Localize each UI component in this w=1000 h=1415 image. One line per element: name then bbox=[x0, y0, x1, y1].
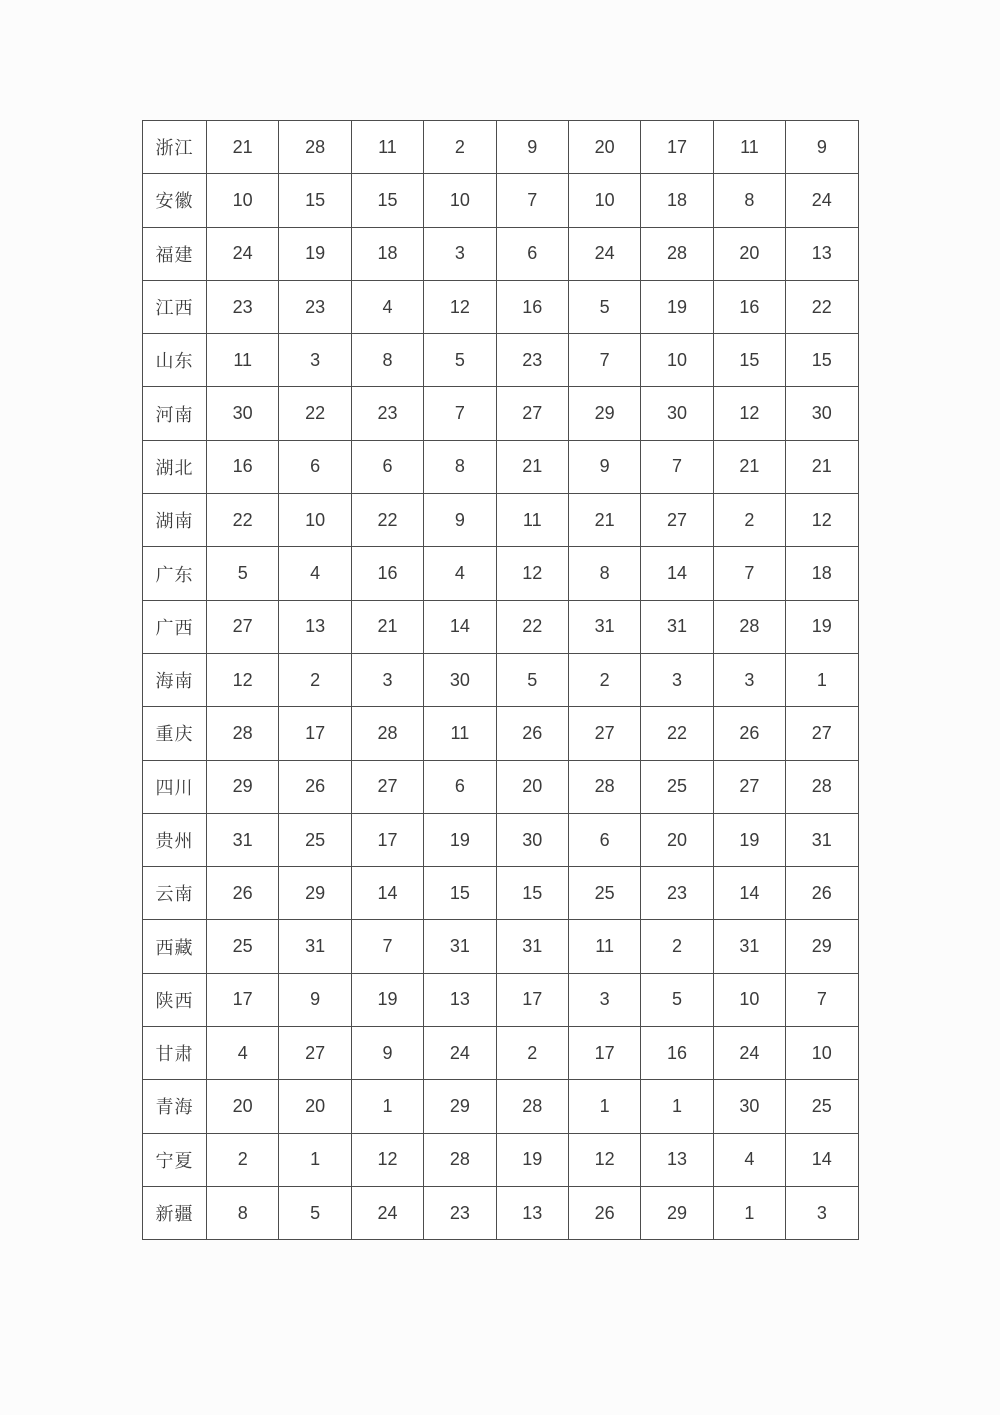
province-name-cell: 甘肃 bbox=[143, 1027, 207, 1080]
value-cell: 29 bbox=[786, 920, 858, 973]
value-cell: 10 bbox=[641, 334, 713, 387]
value-cell: 12 bbox=[568, 1133, 640, 1186]
value-cell: 16 bbox=[496, 280, 568, 333]
table-row bbox=[143, 867, 859, 920]
province-name-cell: 海南 bbox=[143, 653, 207, 706]
value-cell: 23 bbox=[207, 280, 279, 333]
value-cell: 19 bbox=[351, 973, 423, 1026]
value-cell: 5 bbox=[424, 334, 496, 387]
province-name-cell: 湖北 bbox=[143, 440, 207, 493]
value-cell: 13 bbox=[496, 1186, 568, 1239]
value-cell: 10 bbox=[207, 174, 279, 227]
value-cell: 8 bbox=[351, 334, 423, 387]
value-cell: 17 bbox=[351, 813, 423, 866]
table-row bbox=[143, 547, 859, 600]
province-name-cell: 陕西 bbox=[143, 973, 207, 1026]
value-cell: 9 bbox=[424, 494, 496, 547]
value-cell: 25 bbox=[568, 867, 640, 920]
table-row bbox=[143, 334, 859, 387]
value-cell: 28 bbox=[496, 1080, 568, 1133]
value-cell: 4 bbox=[351, 280, 423, 333]
value-cell: 30 bbox=[424, 653, 496, 706]
province-name-cell: 广西 bbox=[143, 600, 207, 653]
value-cell: 11 bbox=[496, 494, 568, 547]
value-cell: 28 bbox=[786, 760, 858, 813]
table-row bbox=[143, 1027, 859, 1080]
value-cell: 28 bbox=[641, 227, 713, 280]
value-cell: 21 bbox=[786, 440, 858, 493]
value-cell: 23 bbox=[641, 867, 713, 920]
value-cell: 19 bbox=[713, 813, 785, 866]
value-cell: 28 bbox=[207, 707, 279, 760]
value-cell: 2 bbox=[641, 920, 713, 973]
value-cell: 25 bbox=[207, 920, 279, 973]
value-cell: 24 bbox=[786, 174, 858, 227]
value-cell: 23 bbox=[424, 1186, 496, 1239]
value-cell: 21 bbox=[496, 440, 568, 493]
value-cell: 25 bbox=[786, 1080, 858, 1133]
table-row bbox=[143, 494, 859, 547]
value-cell: 1 bbox=[641, 1080, 713, 1133]
value-cell: 26 bbox=[496, 707, 568, 760]
province-table-container bbox=[142, 120, 859, 1240]
province-name-cell: 浙江 bbox=[143, 121, 207, 174]
value-cell: 22 bbox=[351, 494, 423, 547]
table-row bbox=[143, 813, 859, 866]
province-name-cell: 四川 bbox=[143, 760, 207, 813]
value-cell: 2 bbox=[424, 121, 496, 174]
value-cell: 25 bbox=[279, 813, 351, 866]
value-cell: 31 bbox=[424, 920, 496, 973]
value-cell: 2 bbox=[568, 653, 640, 706]
province-name-cell: 湖南 bbox=[143, 494, 207, 547]
value-cell: 31 bbox=[207, 813, 279, 866]
value-cell: 10 bbox=[568, 174, 640, 227]
value-cell: 31 bbox=[568, 600, 640, 653]
value-cell: 6 bbox=[279, 440, 351, 493]
value-cell: 24 bbox=[568, 227, 640, 280]
value-cell: 30 bbox=[786, 387, 858, 440]
table-row bbox=[143, 920, 859, 973]
value-cell: 5 bbox=[568, 280, 640, 333]
province-name-cell: 安徽 bbox=[143, 174, 207, 227]
value-cell: 12 bbox=[424, 280, 496, 333]
value-cell: 23 bbox=[279, 280, 351, 333]
value-cell: 13 bbox=[786, 227, 858, 280]
value-cell: 3 bbox=[351, 653, 423, 706]
value-cell: 15 bbox=[496, 867, 568, 920]
province-name-cell: 江西 bbox=[143, 280, 207, 333]
value-cell: 19 bbox=[496, 1133, 568, 1186]
value-cell: 19 bbox=[786, 600, 858, 653]
value-cell: 24 bbox=[424, 1027, 496, 1080]
value-cell: 9 bbox=[568, 440, 640, 493]
value-cell: 20 bbox=[568, 121, 640, 174]
value-cell: 10 bbox=[279, 494, 351, 547]
value-cell: 3 bbox=[568, 973, 640, 1026]
value-cell: 22 bbox=[786, 280, 858, 333]
table-body bbox=[143, 121, 859, 1240]
value-cell: 1 bbox=[568, 1080, 640, 1133]
table-row bbox=[143, 760, 859, 813]
value-cell: 6 bbox=[424, 760, 496, 813]
value-cell: 29 bbox=[279, 867, 351, 920]
table-row bbox=[143, 707, 859, 760]
province-name-cell: 西藏 bbox=[143, 920, 207, 973]
value-cell: 30 bbox=[207, 387, 279, 440]
value-cell: 20 bbox=[496, 760, 568, 813]
value-cell: 4 bbox=[713, 1133, 785, 1186]
value-cell: 9 bbox=[279, 973, 351, 1026]
value-cell: 30 bbox=[641, 387, 713, 440]
value-cell: 31 bbox=[496, 920, 568, 973]
value-cell: 27 bbox=[207, 600, 279, 653]
value-cell: 19 bbox=[279, 227, 351, 280]
table-row bbox=[143, 1133, 859, 1186]
value-cell: 29 bbox=[207, 760, 279, 813]
value-cell: 4 bbox=[207, 1027, 279, 1080]
value-cell: 5 bbox=[496, 653, 568, 706]
value-cell: 14 bbox=[351, 867, 423, 920]
value-cell: 2 bbox=[713, 494, 785, 547]
province-name-cell: 青海 bbox=[143, 1080, 207, 1133]
value-cell: 21 bbox=[713, 440, 785, 493]
value-cell: 12 bbox=[713, 387, 785, 440]
value-cell: 23 bbox=[351, 387, 423, 440]
value-cell: 22 bbox=[496, 600, 568, 653]
value-cell: 27 bbox=[568, 707, 640, 760]
value-cell: 5 bbox=[641, 973, 713, 1026]
value-cell: 14 bbox=[641, 547, 713, 600]
value-cell: 11 bbox=[351, 121, 423, 174]
value-cell: 16 bbox=[713, 280, 785, 333]
value-cell: 10 bbox=[713, 973, 785, 1026]
value-cell: 13 bbox=[641, 1133, 713, 1186]
value-cell: 21 bbox=[207, 121, 279, 174]
value-cell: 27 bbox=[713, 760, 785, 813]
value-cell: 28 bbox=[424, 1133, 496, 1186]
value-cell: 9 bbox=[786, 121, 858, 174]
value-cell: 20 bbox=[713, 227, 785, 280]
province-data-table bbox=[142, 120, 859, 1240]
value-cell: 14 bbox=[713, 867, 785, 920]
value-cell: 28 bbox=[713, 600, 785, 653]
value-cell: 15 bbox=[713, 334, 785, 387]
value-cell: 24 bbox=[713, 1027, 785, 1080]
value-cell: 16 bbox=[207, 440, 279, 493]
value-cell: 11 bbox=[207, 334, 279, 387]
value-cell: 26 bbox=[279, 760, 351, 813]
value-cell: 26 bbox=[568, 1186, 640, 1239]
value-cell: 7 bbox=[351, 920, 423, 973]
table-row bbox=[143, 387, 859, 440]
province-name-cell: 河南 bbox=[143, 387, 207, 440]
value-cell: 25 bbox=[641, 760, 713, 813]
value-cell: 20 bbox=[207, 1080, 279, 1133]
value-cell: 15 bbox=[351, 174, 423, 227]
value-cell: 24 bbox=[351, 1186, 423, 1239]
value-cell: 27 bbox=[496, 387, 568, 440]
value-cell: 18 bbox=[786, 547, 858, 600]
value-cell: 20 bbox=[279, 1080, 351, 1133]
value-cell: 7 bbox=[496, 174, 568, 227]
table-row bbox=[143, 653, 859, 706]
value-cell: 4 bbox=[424, 547, 496, 600]
value-cell: 8 bbox=[713, 174, 785, 227]
table-row bbox=[143, 280, 859, 333]
province-name-cell: 重庆 bbox=[143, 707, 207, 760]
value-cell: 30 bbox=[713, 1080, 785, 1133]
value-cell: 17 bbox=[641, 121, 713, 174]
value-cell: 17 bbox=[207, 973, 279, 1026]
value-cell: 26 bbox=[207, 867, 279, 920]
value-cell: 12 bbox=[207, 653, 279, 706]
value-cell: 17 bbox=[279, 707, 351, 760]
value-cell: 31 bbox=[786, 813, 858, 866]
value-cell: 8 bbox=[568, 547, 640, 600]
value-cell: 5 bbox=[279, 1186, 351, 1239]
value-cell: 14 bbox=[786, 1133, 858, 1186]
value-cell: 20 bbox=[641, 813, 713, 866]
value-cell: 27 bbox=[786, 707, 858, 760]
value-cell: 27 bbox=[279, 1027, 351, 1080]
province-name-cell: 云南 bbox=[143, 867, 207, 920]
value-cell: 16 bbox=[641, 1027, 713, 1080]
value-cell: 11 bbox=[568, 920, 640, 973]
value-cell: 27 bbox=[351, 760, 423, 813]
value-cell: 17 bbox=[568, 1027, 640, 1080]
value-cell: 12 bbox=[351, 1133, 423, 1186]
value-cell: 7 bbox=[424, 387, 496, 440]
value-cell: 6 bbox=[496, 227, 568, 280]
value-cell: 22 bbox=[641, 707, 713, 760]
table-row bbox=[143, 1186, 859, 1239]
table-row bbox=[143, 973, 859, 1026]
province-name-cell: 山东 bbox=[143, 334, 207, 387]
value-cell: 3 bbox=[641, 653, 713, 706]
value-cell: 29 bbox=[568, 387, 640, 440]
value-cell: 10 bbox=[786, 1027, 858, 1080]
value-cell: 19 bbox=[424, 813, 496, 866]
value-cell: 9 bbox=[496, 121, 568, 174]
value-cell: 2 bbox=[496, 1027, 568, 1080]
value-cell: 1 bbox=[713, 1186, 785, 1239]
value-cell: 15 bbox=[279, 174, 351, 227]
province-name-cell: 新疆 bbox=[143, 1186, 207, 1239]
table-row bbox=[143, 227, 859, 280]
value-cell: 27 bbox=[641, 494, 713, 547]
value-cell: 31 bbox=[713, 920, 785, 973]
value-cell: 23 bbox=[496, 334, 568, 387]
value-cell: 3 bbox=[786, 1186, 858, 1239]
value-cell: 18 bbox=[351, 227, 423, 280]
value-cell: 15 bbox=[786, 334, 858, 387]
table-row bbox=[143, 440, 859, 493]
value-cell: 1 bbox=[351, 1080, 423, 1133]
value-cell: 1 bbox=[279, 1133, 351, 1186]
value-cell: 6 bbox=[568, 813, 640, 866]
value-cell: 31 bbox=[641, 600, 713, 653]
province-name-cell: 广东 bbox=[143, 547, 207, 600]
value-cell: 6 bbox=[351, 440, 423, 493]
province-name-cell: 宁夏 bbox=[143, 1133, 207, 1186]
value-cell: 3 bbox=[424, 227, 496, 280]
value-cell: 11 bbox=[713, 121, 785, 174]
value-cell: 19 bbox=[641, 280, 713, 333]
value-cell: 10 bbox=[424, 174, 496, 227]
value-cell: 9 bbox=[351, 1027, 423, 1080]
value-cell: 21 bbox=[351, 600, 423, 653]
value-cell: 11 bbox=[424, 707, 496, 760]
value-cell: 29 bbox=[424, 1080, 496, 1133]
value-cell: 12 bbox=[496, 547, 568, 600]
value-cell: 8 bbox=[424, 440, 496, 493]
value-cell: 1 bbox=[786, 653, 858, 706]
value-cell: 14 bbox=[424, 600, 496, 653]
value-cell: 15 bbox=[424, 867, 496, 920]
value-cell: 8 bbox=[207, 1186, 279, 1239]
value-cell: 29 bbox=[641, 1186, 713, 1239]
value-cell: 2 bbox=[207, 1133, 279, 1186]
table-row bbox=[143, 600, 859, 653]
value-cell: 16 bbox=[351, 547, 423, 600]
value-cell: 13 bbox=[279, 600, 351, 653]
value-cell: 18 bbox=[641, 174, 713, 227]
value-cell: 28 bbox=[351, 707, 423, 760]
value-cell: 5 bbox=[207, 547, 279, 600]
value-cell: 2 bbox=[279, 653, 351, 706]
value-cell: 7 bbox=[568, 334, 640, 387]
province-name-cell: 贵州 bbox=[143, 813, 207, 866]
value-cell: 31 bbox=[279, 920, 351, 973]
province-name-cell: 福建 bbox=[143, 227, 207, 280]
table-row bbox=[143, 121, 859, 174]
table-row bbox=[143, 174, 859, 227]
value-cell: 7 bbox=[713, 547, 785, 600]
value-cell: 12 bbox=[786, 494, 858, 547]
value-cell: 30 bbox=[496, 813, 568, 866]
value-cell: 28 bbox=[279, 121, 351, 174]
value-cell: 24 bbox=[207, 227, 279, 280]
value-cell: 17 bbox=[496, 973, 568, 1026]
value-cell: 26 bbox=[786, 867, 858, 920]
table-row bbox=[143, 1080, 859, 1133]
value-cell: 21 bbox=[568, 494, 640, 547]
value-cell: 7 bbox=[786, 973, 858, 1026]
value-cell: 26 bbox=[713, 707, 785, 760]
value-cell: 7 bbox=[641, 440, 713, 493]
value-cell: 13 bbox=[424, 973, 496, 1026]
value-cell: 22 bbox=[279, 387, 351, 440]
value-cell: 4 bbox=[279, 547, 351, 600]
value-cell: 3 bbox=[713, 653, 785, 706]
value-cell: 28 bbox=[568, 760, 640, 813]
value-cell: 22 bbox=[207, 494, 279, 547]
value-cell: 3 bbox=[279, 334, 351, 387]
